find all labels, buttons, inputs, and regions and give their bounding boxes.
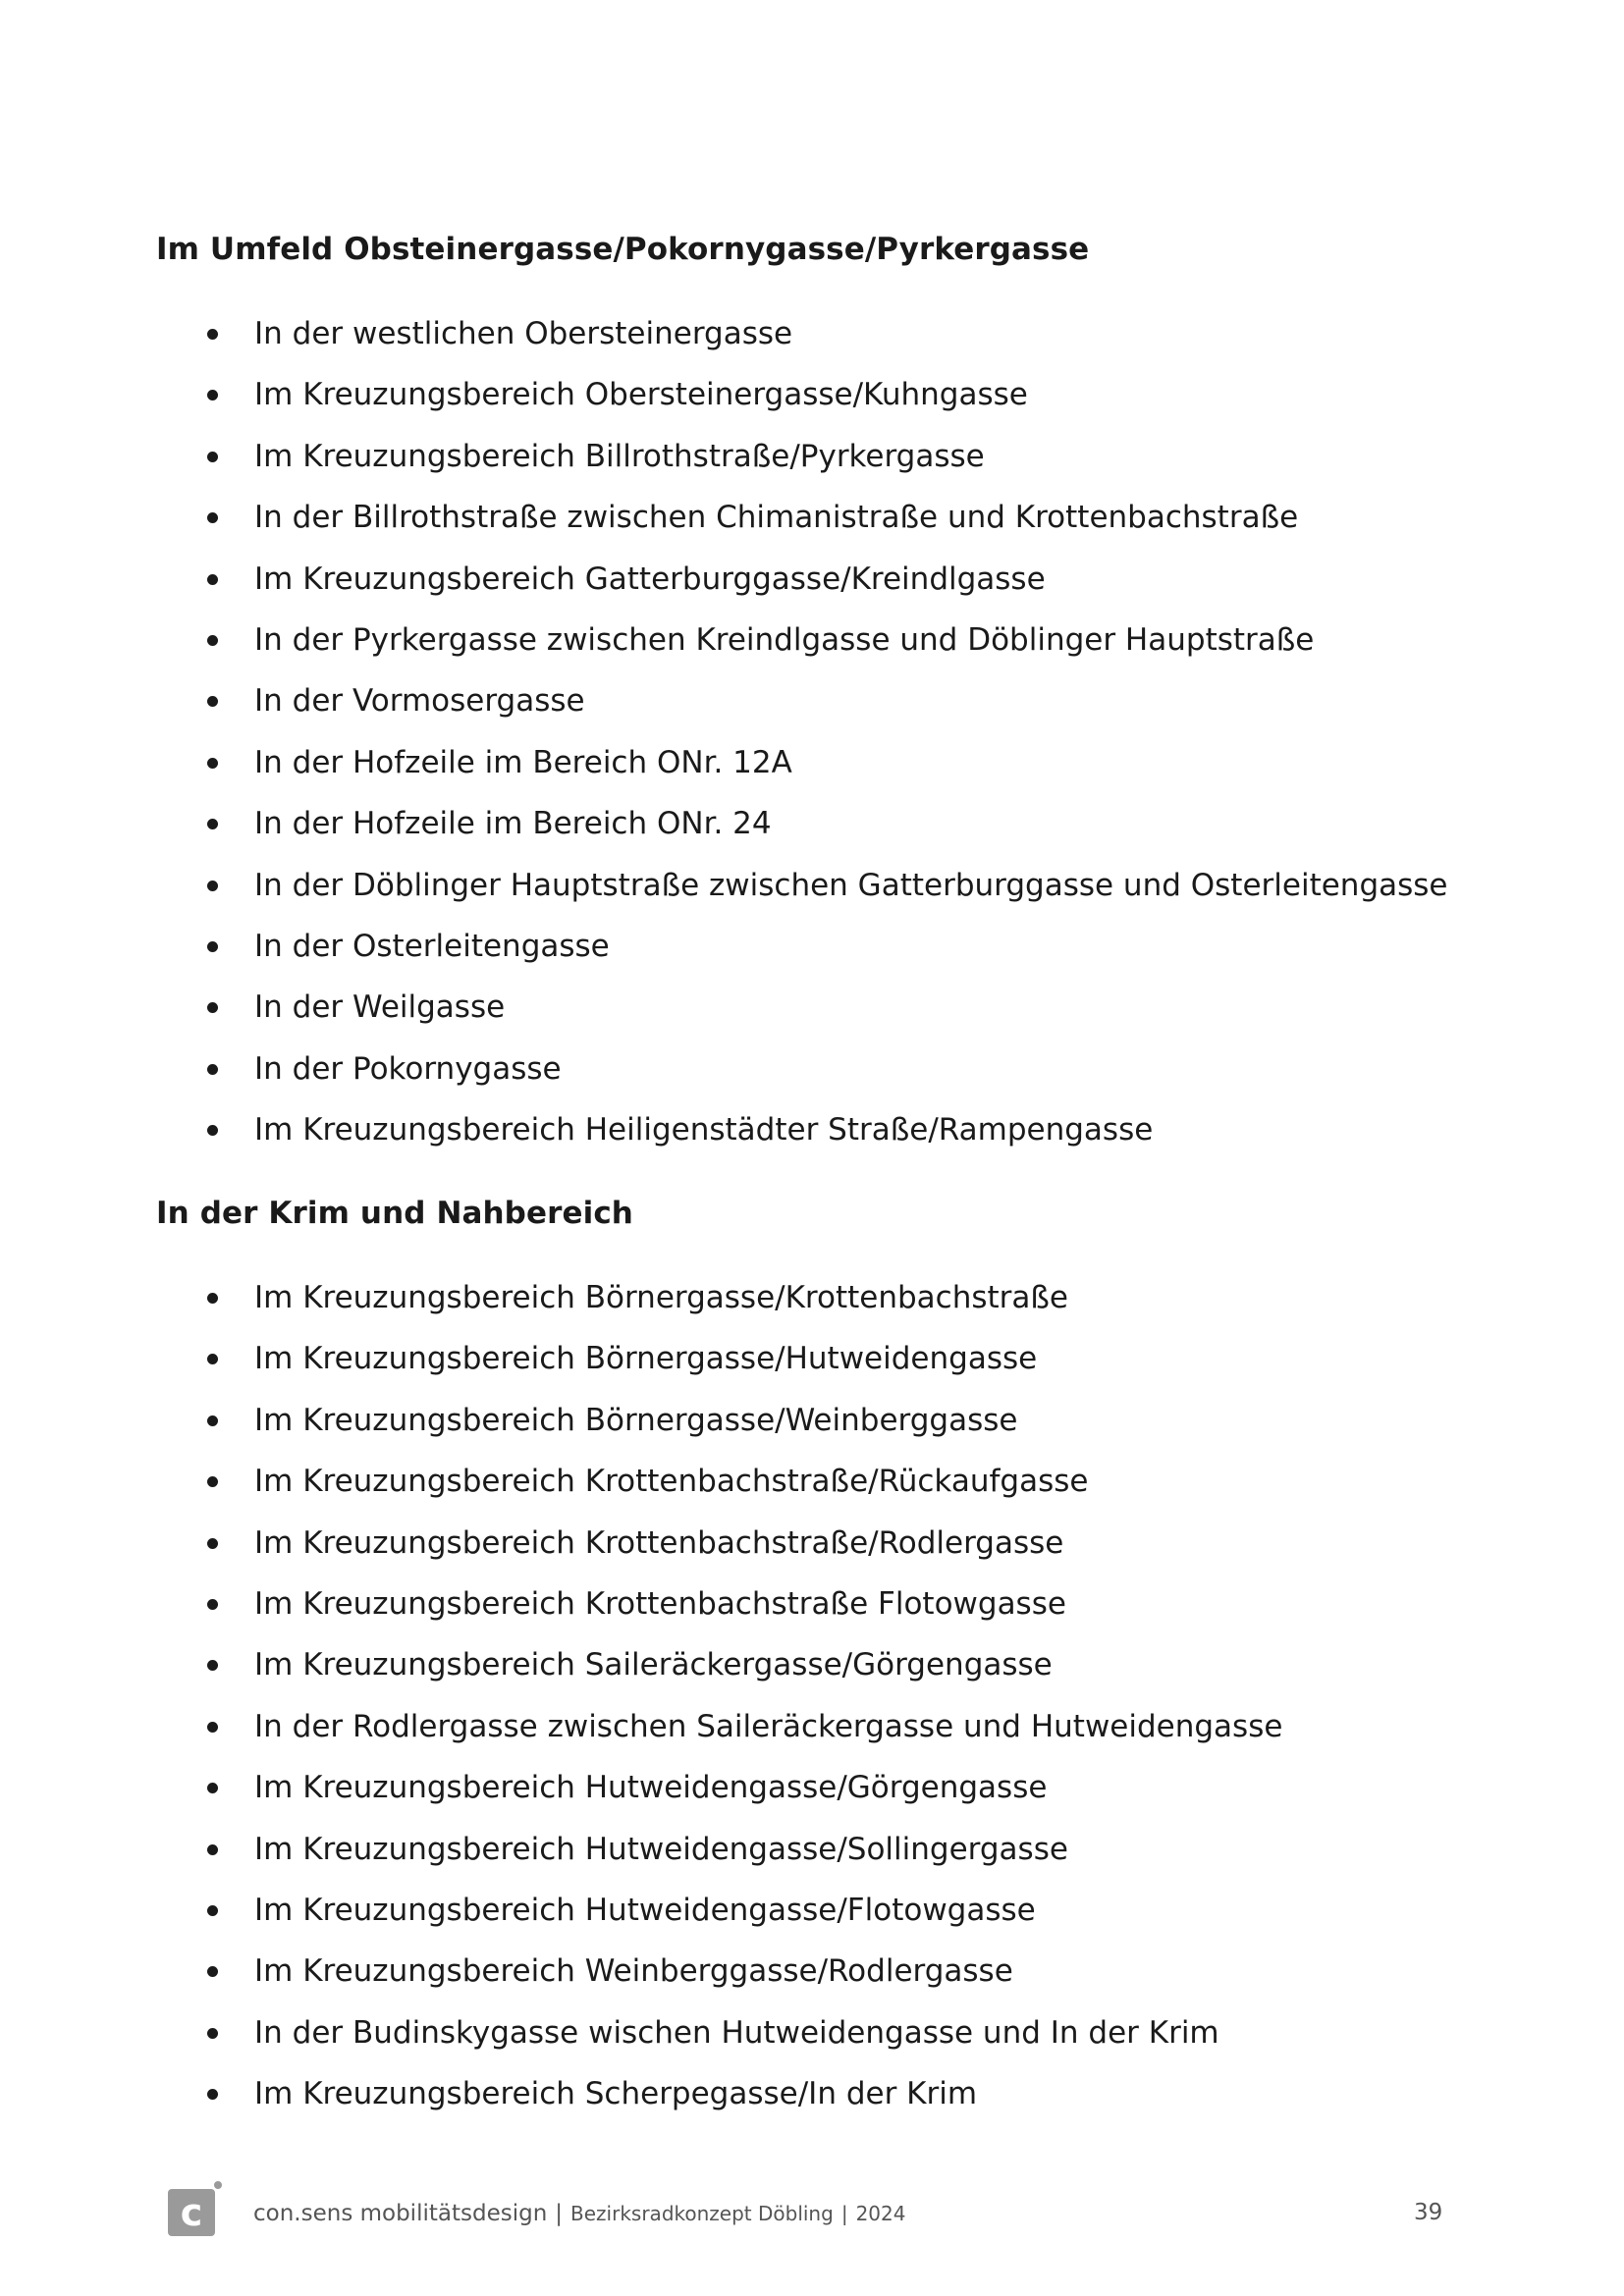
list-item-text: In der Vormosergasse — [254, 683, 585, 720]
bullet-icon — [207, 1966, 218, 1977]
list-item-text: Im Kreuzungsbereich Billrothstraße/Pyrkergasse — [254, 438, 985, 474]
location-list-krim-nahbereich — [0, 1278, 1282, 2135]
list-item-text: Im Kreuzungsbereich Börnergasse/Hutweidengasse — [254, 1341, 1038, 1377]
bullet-icon — [207, 1476, 218, 1487]
bullet-icon — [207, 1660, 218, 1671]
list-item — [0, 375, 1448, 436]
list-item — [0, 1049, 1448, 1110]
footer-separator: | — [555, 2201, 564, 2226]
list-item-text: Im Kreuzungsbereich Krottenbachstraße Flotowgasse — [254, 1585, 1066, 1622]
list-item-text: In der Pokornygasse — [254, 1050, 562, 1087]
bullet-icon — [207, 1599, 218, 1610]
list-item-text: Im Kreuzungsbereich Gatterburggasse/Kreindlgasse — [254, 561, 1046, 597]
bullet-icon — [207, 1905, 218, 1916]
logo-dot-icon — [214, 2181, 222, 2189]
footer-year: 2024 — [855, 2202, 906, 2225]
list-item-text: Im Kreuzungsbereich Krottenbachstraße/Rückaufgasse — [254, 1464, 1089, 1500]
section-heading-krim-nahbereich: In der Krim und Nahbereich — [156, 1196, 633, 1231]
list-item — [0, 2013, 1282, 2074]
list-item-text: In der Döblinger Hauptstraße zwischen Gatterburggasse und Osterleitengasse — [254, 867, 1448, 903]
list-item — [0, 1523, 1282, 1584]
list-item-text: Im Kreuzungsbereich Weinberggasse/Rodlergasse — [254, 1953, 1013, 1990]
bullet-icon — [207, 1002, 218, 1013]
bullet-icon — [207, 1783, 218, 1793]
list-item — [0, 927, 1448, 988]
list-item — [0, 743, 1448, 804]
bullet-icon — [207, 819, 218, 829]
list-item-text: In der Rodlergasse zwischen Saileräckergasse und Hutweidengasse — [254, 1708, 1283, 1744]
list-item-text: Im Kreuzungsbereich Heiligenstädter Straße/Rampengasse — [254, 1112, 1154, 1148]
list-item — [0, 1891, 1282, 1951]
bullet-icon — [207, 2028, 218, 2039]
list-item — [0, 1110, 1448, 1171]
list-item-text: In der Budinskygasse wischen Hutweidengasse und In der Krim — [254, 2014, 1219, 2051]
list-item — [0, 1830, 1282, 1891]
list-item — [0, 1645, 1282, 1706]
list-item-text: In der Weilgasse — [254, 989, 506, 1026]
list-item-text: In der westlichen Obersteinergasse — [254, 316, 793, 351]
list-item — [0, 2074, 1282, 2135]
list-item — [0, 1584, 1282, 1645]
bullet-icon — [207, 696, 218, 707]
section-heading-umfeld-obsteinergasse: Im Umfeld Obsteinergasse/Pokornygasse/Pyrkergasse — [156, 232, 1090, 267]
list-item-text: In der Osterleitengasse — [254, 928, 610, 964]
list-item — [0, 988, 1448, 1048]
bullet-icon — [207, 635, 218, 646]
location-list-umfeld-obsteinergasse — [0, 314, 1448, 1171]
bullet-icon — [207, 1415, 218, 1426]
bullet-icon — [207, 329, 218, 340]
bullet-icon — [207, 574, 218, 585]
page-footer — [0, 2171, 1624, 2234]
page-number: 39 — [1414, 2200, 1443, 2225]
list-item — [0, 681, 1448, 742]
list-item — [0, 1278, 1282, 1339]
list-item-text: In der Hofzeile im Bereich ONr. 24 — [254, 806, 772, 842]
bullet-icon — [207, 1064, 218, 1075]
bullet-icon — [207, 1844, 218, 1855]
bullet-icon — [207, 1293, 218, 1304]
bullet-icon — [207, 941, 218, 952]
list-item-text: Im Kreuzungsbereich Hutweidengasse/Flotowgasse — [254, 1892, 1036, 1928]
consens-logo-icon — [168, 2189, 215, 2236]
list-item — [0, 804, 1448, 865]
bullet-icon — [207, 2089, 218, 2100]
list-item-text: In der Hofzeile im Bereich ONr. 12A — [254, 744, 792, 780]
footer-document-title: Bezirksradkonzept Döbling — [570, 2202, 834, 2225]
bullet-icon — [207, 512, 218, 523]
list-item — [0, 866, 1448, 927]
list-item — [0, 498, 1448, 559]
bullet-icon — [207, 452, 218, 462]
list-item — [0, 437, 1448, 498]
list-item-text: Im Kreuzungsbereich Hutweidengasse/Görgengasse — [254, 1770, 1048, 1806]
bullet-icon — [207, 1722, 218, 1733]
list-item-text: Im Kreuzungsbereich Scherpegasse/In der Krim — [254, 2076, 978, 2112]
list-item — [0, 560, 1448, 620]
list-item-text: Im Kreuzungsbereich Hutweidengasse/Sollingergasse — [254, 1831, 1068, 1867]
list-item-text: Im Kreuzungsbereich Börnergasse/Krottenbachstraße — [254, 1280, 1068, 1315]
bullet-icon — [207, 1354, 218, 1364]
list-item — [0, 1707, 1282, 1768]
footer-text — [253, 2199, 905, 2230]
list-item — [0, 1951, 1282, 2012]
bullet-icon — [207, 881, 218, 891]
footer-separator-2: | — [840, 2202, 848, 2225]
logo-letter: c — [180, 2191, 203, 2234]
list-item-text: Im Kreuzungsbereich Obersteinergasse/Kuhngasse — [254, 377, 1028, 413]
list-item — [0, 1339, 1282, 1400]
list-item-text: In der Pyrkergasse zwischen Kreindlgasse und Döblinger Hauptstraße — [254, 621, 1315, 658]
bullet-icon — [207, 1125, 218, 1136]
list-item — [0, 314, 1448, 375]
list-item — [0, 1401, 1282, 1462]
list-item-text: Im Kreuzungsbereich Saileräckergasse/Görgengasse — [254, 1647, 1053, 1683]
list-item-text: Im Kreuzungsbereich Krottenbachstraße/Rodlergasse — [254, 1524, 1064, 1561]
list-item — [0, 620, 1448, 681]
list-item-text: Im Kreuzungsbereich Börnergasse/Weinberggasse — [254, 1402, 1018, 1438]
bullet-icon — [207, 1538, 218, 1549]
list-item — [0, 1462, 1282, 1522]
bullet-icon — [207, 390, 218, 400]
list-item-text: In der Billrothstraße zwischen Chimanistraße und Krottenbachstraße — [254, 500, 1299, 536]
list-item — [0, 1768, 1282, 1829]
footer-company: con.sens mobilitätsdesign — [253, 2201, 548, 2226]
bullet-icon — [207, 758, 218, 769]
